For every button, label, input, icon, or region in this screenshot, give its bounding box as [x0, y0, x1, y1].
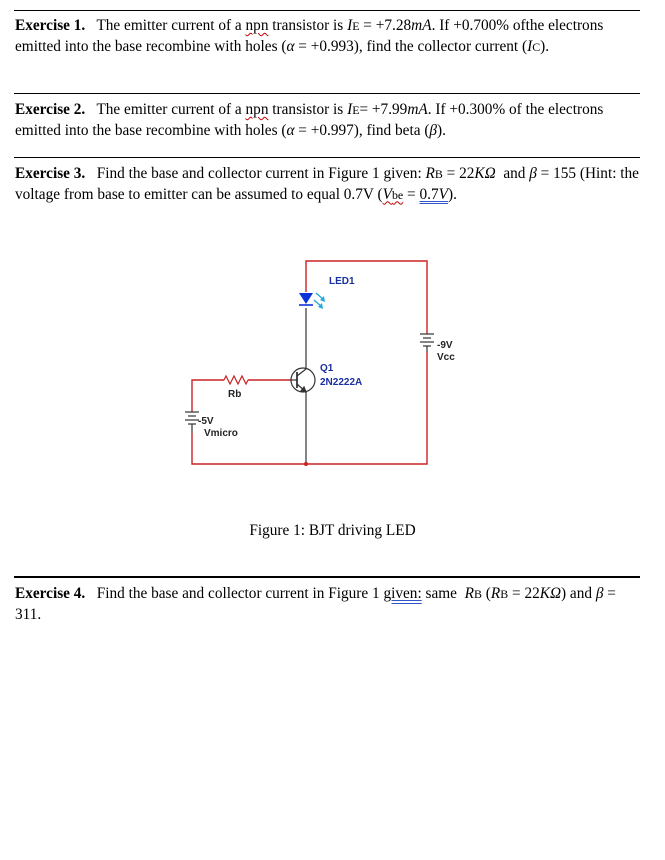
- exercise-4-text: = 22: [508, 585, 540, 602]
- given-word: given:: [383, 585, 422, 602]
- exercise-2-title: Exercise 2.: [15, 101, 86, 118]
- exercise-4-text: (: [481, 585, 491, 602]
- exercise-2-text: The emitter current of a: [96, 101, 246, 118]
- ie-symbol: IE: [347, 101, 360, 118]
- unit-kohm: KΩ: [539, 585, 562, 602]
- beta-symbol: β: [595, 585, 604, 602]
- wire-left: [192, 380, 224, 412]
- exercise-4: [15, 584, 640, 624]
- rb-label: Rb: [228, 389, 242, 400]
- npn-word: npn: [245, 101, 269, 118]
- npn-word: npn: [245, 17, 269, 34]
- exercise-2-text: = +0.997), find beta (: [294, 121, 430, 139]
- exercise-3-text: =: [403, 185, 420, 203]
- exercise-4-title: Exercise 4.: [15, 585, 86, 602]
- junction-dot: [304, 462, 308, 466]
- q-label: Q1: [320, 363, 334, 374]
- beta-symbol: β: [529, 165, 537, 182]
- rb-symbol: RB: [464, 585, 482, 602]
- unit-kohm: KΩ: [474, 165, 496, 182]
- rb-symbol: RB: [425, 165, 443, 182]
- exercise-1-title: Exercise 1.: [15, 17, 86, 34]
- exercise-4-text: same: [421, 585, 465, 602]
- exercise-1-text: the electrons emitted into the base recombine with holes (: [15, 17, 608, 55]
- ic-symbol: IC: [527, 37, 541, 55]
- led-icon: [299, 293, 325, 309]
- alpha-symbol: α: [286, 37, 295, 55]
- exercise-3-title: Exercise 3.: [15, 165, 86, 182]
- exercise-1-text: . If +0.700% of: [431, 17, 526, 34]
- vmicro-label: Vmicro: [204, 428, 238, 439]
- exercise-4-text: ) and: [561, 585, 596, 602]
- exercise-3-text: and: [495, 165, 530, 182]
- exercise-2-text: . If +0.300% of the electrons emitted into the base recombine with holes (: [15, 101, 608, 139]
- vbe-value: 0.7V: [419, 185, 448, 203]
- unit-ma: mA: [407, 101, 428, 118]
- exercise-3-text: Find the base and collector current in Figure 1 given:: [96, 165, 426, 182]
- exercise-3-text: = 22: [442, 165, 475, 182]
- resistor-icon: [224, 376, 248, 384]
- exercise-2-text: ).: [437, 121, 446, 139]
- exercise-1-text: transistor is: [268, 17, 348, 34]
- exercise-2-text: = +7.99: [359, 101, 408, 118]
- exercise-4-text: Find the base and collector current in Figure 1: [96, 585, 384, 602]
- battery-vcc-icon: [420, 334, 434, 352]
- transistor-icon: [291, 368, 315, 392]
- beta-symbol: β: [429, 121, 438, 139]
- alpha-symbol: α: [286, 121, 295, 139]
- exercise-3-text: ).: [447, 185, 457, 203]
- unit-ma: mA: [411, 17, 432, 34]
- battery-vmicro-icon: [185, 412, 199, 433]
- rb-symbol: RB: [490, 585, 509, 602]
- vcc-label: Vcc: [437, 352, 455, 363]
- exercise-2-text: transistor is: [268, 101, 348, 118]
- exercise-3-text: = 155 (Hint: the voltage from base to emitter can be assumed to equal 0.7V (: [15, 165, 643, 203]
- led-label: LED1: [329, 276, 355, 287]
- exercise-1-text: ).: [540, 37, 550, 55]
- exercise-1-text: = +7.28: [359, 17, 412, 34]
- vbe-symbol: Vbe: [382, 185, 404, 203]
- exercise-1-text: = +0.993), find the collector current (: [294, 37, 528, 55]
- exercise-4-text: = 311.: [15, 585, 620, 623]
- vcc-value-label: -9V: [437, 340, 453, 351]
- q-part-label: 2N2222A: [320, 377, 363, 388]
- ie-symbol: IE: [347, 17, 360, 34]
- exercise-1-text: The emitter current of a: [96, 17, 246, 34]
- vmicro-value-label: -5V: [198, 416, 214, 427]
- figure-caption: Figure 1: BJT driving LED: [249, 522, 416, 539]
